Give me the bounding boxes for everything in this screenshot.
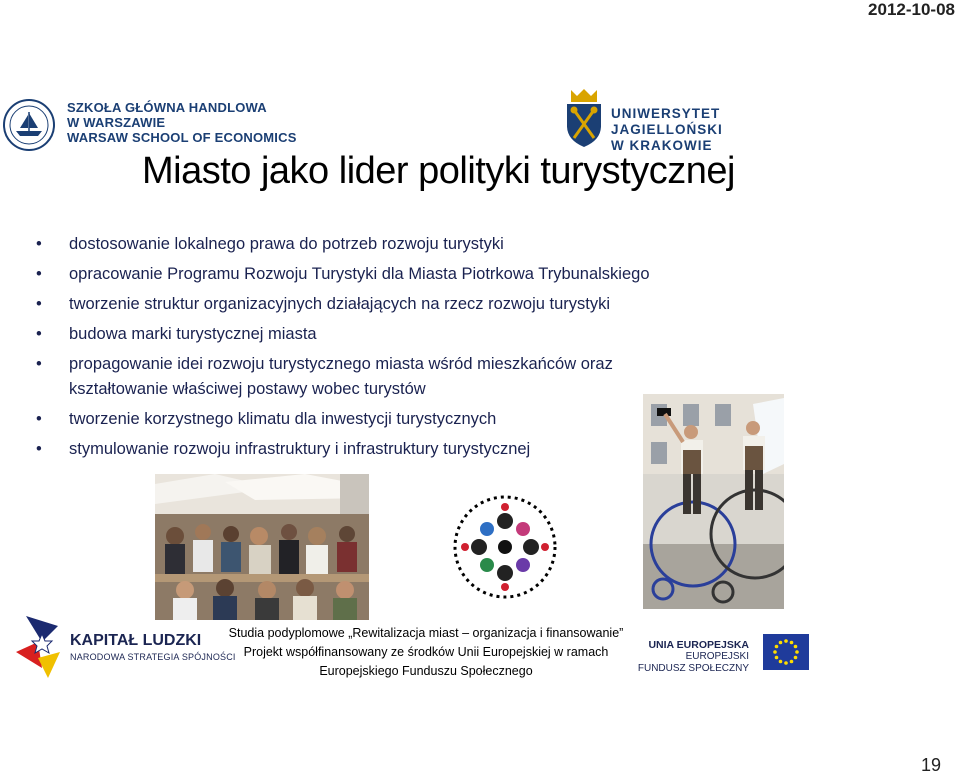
eu-wordmark (637, 639, 749, 675)
bullet-item: • budowa marki turystycznej miasta (36, 322, 756, 347)
sgh-line-2: W WARSZAWIE (67, 115, 166, 130)
footer-text (222, 624, 630, 681)
eu-line-2: EUROPEJSKI (685, 651, 749, 662)
sgh-wordmark (67, 100, 297, 145)
page-number: 19 (920, 755, 941, 775)
footer-line-3: Europejskiego Funduszu Społecznego (319, 664, 533, 678)
bullet-item: • stymulowanie rozwoju infrastruktury i infrastruktury turystycznej (36, 437, 756, 462)
bullet-item: • propagowanie idei rozwoju turystycznego miasta wśród mieszkańców oraz kształtowanie właściwej postawy wobec turystów (36, 352, 709, 402)
crowned-keys-crest-icon (563, 88, 605, 148)
eu-line-1: UNIA EUROPEJSKA (648, 639, 749, 651)
uj-line-2: W KRAKOWIE (611, 138, 713, 153)
kl-title: KAPITAŁ LUDZKI (70, 632, 202, 649)
star-flag-icon (12, 612, 64, 684)
bullet-item: • dostosowanie lokalnego prawa do potrzeb rozwoju turystyki (36, 232, 756, 257)
bullet-item: • opracowanie Programu Rozwoju Turystyki dla Miasta Piotrkowa Trybunalskiego (36, 262, 756, 287)
bullet-item: • tworzenie korzystnego klimatu dla inwestycji turystycznych (36, 407, 756, 432)
eu-line-3: FUNDUSZ SPOŁECZNY (637, 663, 749, 674)
eu-logo (623, 623, 819, 693)
ship-seal-icon (2, 98, 56, 152)
kapital-ludzki-logo (12, 612, 236, 684)
eu-flag-icon (763, 634, 809, 670)
footer-line-1: Studia podyplomowe „Rewitalizacja miast – organizacja i finansowanie” (228, 626, 624, 640)
penny-farthing-photo (643, 394, 784, 609)
footer-line-2: Projekt współfinansowany ze środków Unii Europejskiej w ramach (243, 645, 609, 659)
uj-logo (561, 88, 821, 153)
uj-line-1: UNIWERSYTET JAGIELLOŃSKI (611, 106, 723, 137)
sgh-line-3: WARSAW SCHOOL OF ECONOMICS (67, 130, 297, 145)
kl-subtitle: NARODOWA STRATEGIA SPÓJNOŚCI (70, 652, 236, 662)
bullet-item: • tworzenie struktur organizacyjnych działających na rzecz rozwoju turystyki (36, 292, 756, 317)
slide-date: 2012-10-08 (868, 0, 955, 19)
trail-logo (447, 487, 563, 607)
crowd-photo (155, 474, 369, 620)
sgh-line-1: SZKOŁA GŁÓWNA HANDLOWA (67, 100, 267, 115)
slide-title: Miasto jako lider polityki turystycznej (142, 150, 735, 192)
uj-wordmark (611, 106, 821, 154)
dotted-flower-icon (447, 487, 563, 607)
